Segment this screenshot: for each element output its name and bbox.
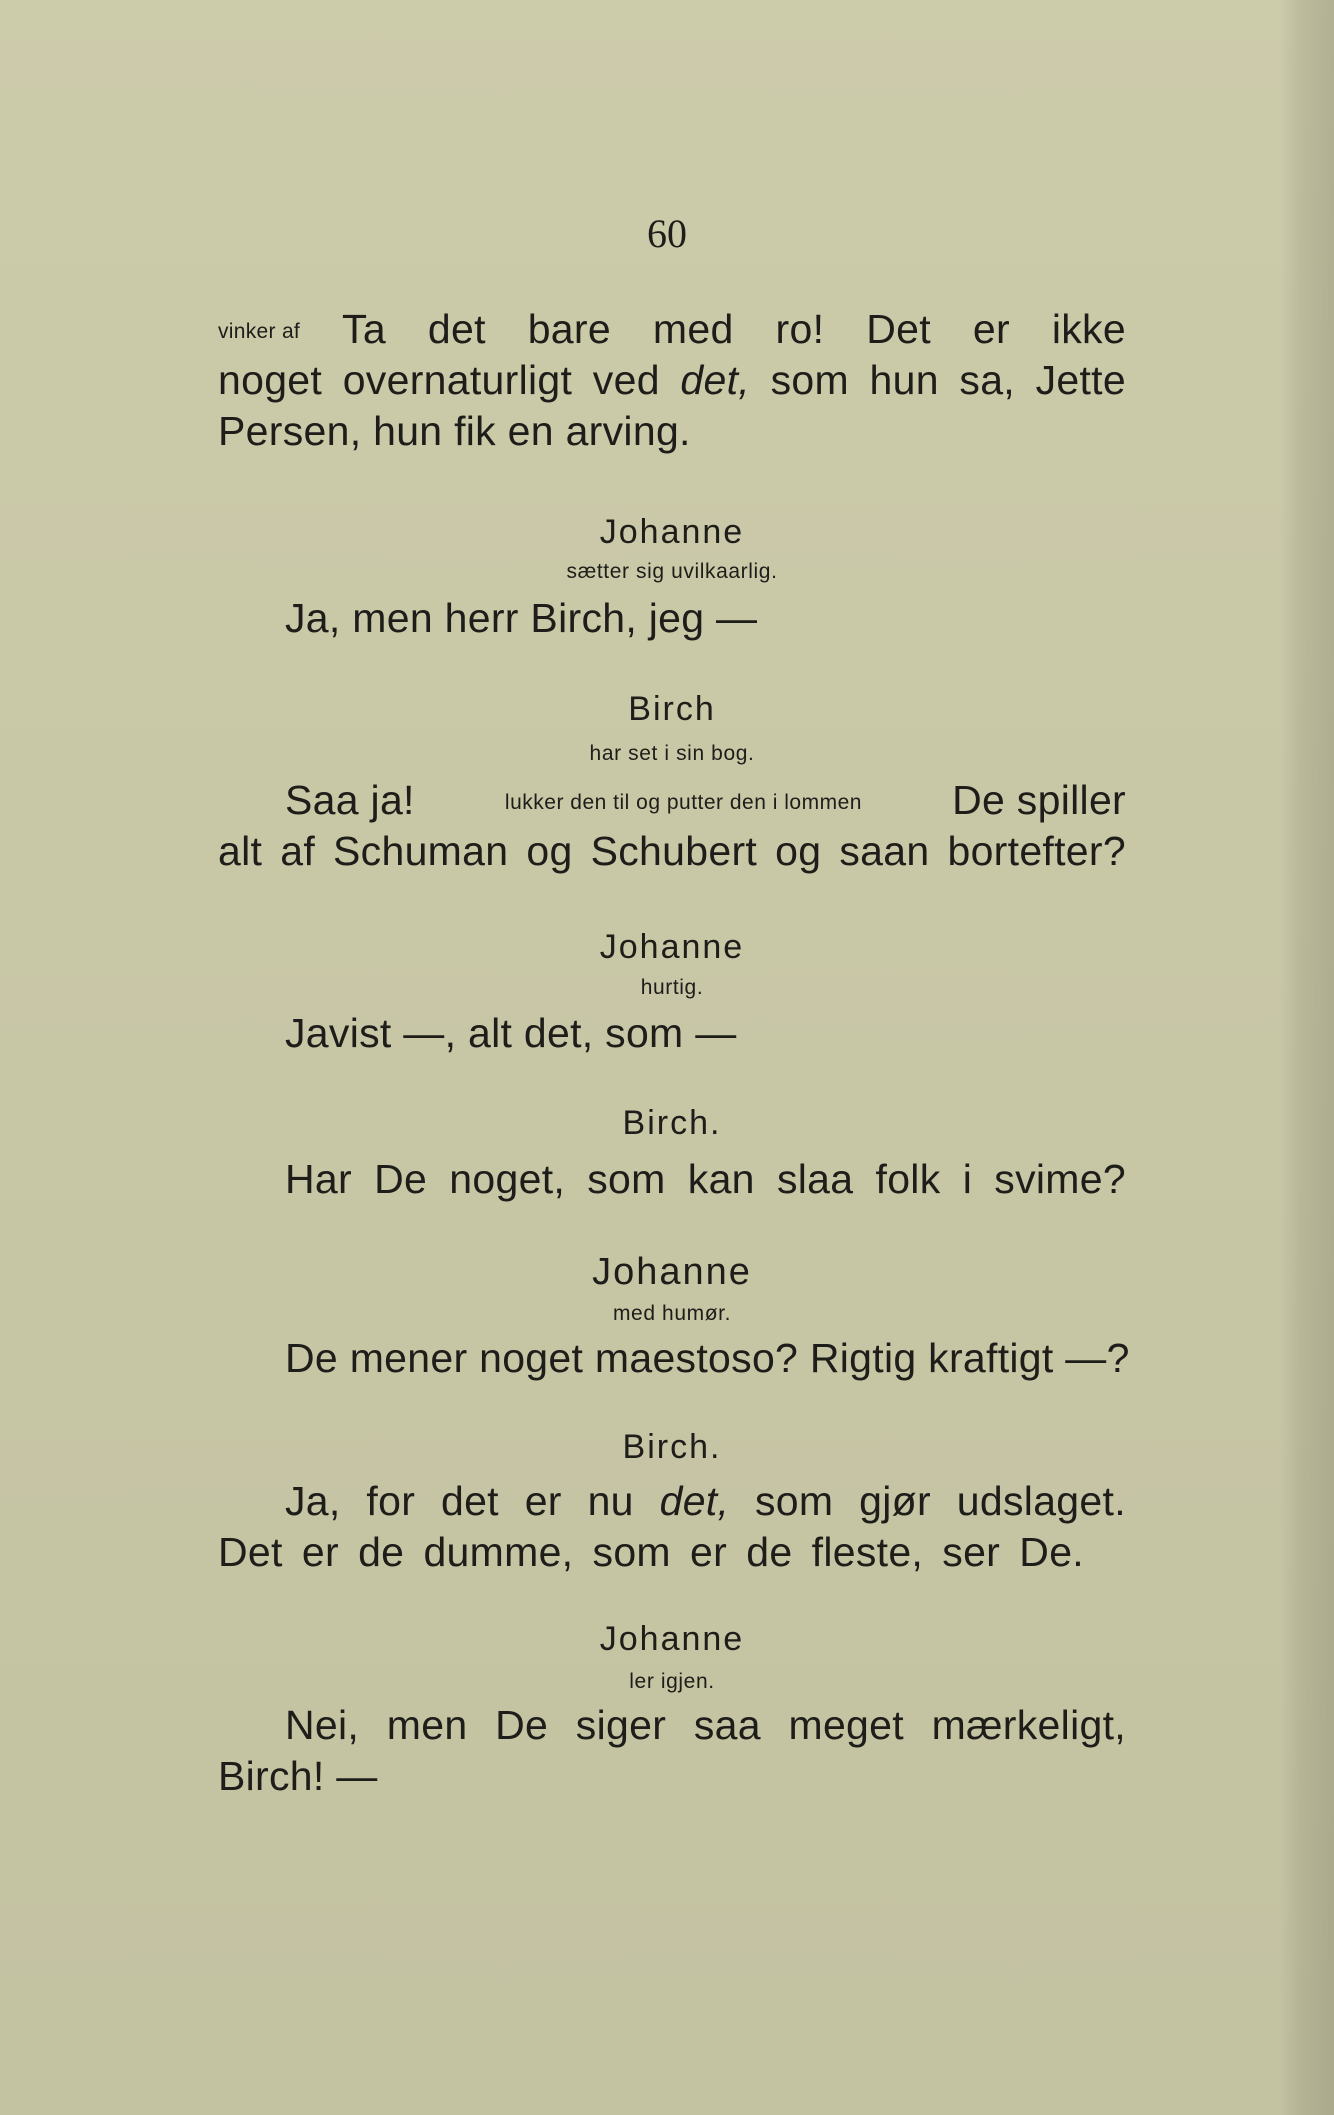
text-line <box>218 355 1126 406</box>
speaker-name: Johanne <box>599 1620 745 1658</box>
line-text: Persen, hun fik en arving. <box>218 408 691 454</box>
word: Har <box>285 1156 352 1202</box>
emphasized-word: det, <box>680 357 750 403</box>
speaker-name: Birch <box>628 690 716 728</box>
word: kan <box>687 1156 755 1202</box>
stage-direction: ler igjen. <box>629 1670 715 1693</box>
text-line: Birch! — <box>218 1753 378 1799</box>
dialogue-block-4 <box>218 1008 1126 1059</box>
word: og <box>526 828 573 874</box>
speaker-name: Johanne <box>599 928 745 966</box>
word: siger <box>575 1702 667 1748</box>
text-line <box>218 1700 1126 1751</box>
word: ro! <box>775 306 825 352</box>
dialogue-block-5 <box>218 1154 1126 1205</box>
word: saa <box>693 1702 761 1748</box>
word: gjør <box>859 1478 931 1524</box>
dialogue-block-1 <box>218 304 1126 457</box>
word: ser <box>942 1529 1001 1575</box>
dialogue-block-3 <box>218 775 1126 877</box>
word: meget <box>788 1702 904 1748</box>
word: De <box>495 1702 549 1748</box>
stage-direction: hurtig. <box>640 976 704 999</box>
word: sa, <box>959 357 1015 403</box>
text-line <box>218 1476 1126 1527</box>
text-line: Ja, men herr Birch, jeg — <box>285 595 758 641</box>
stage-direction: har set i sin bog. <box>589 742 755 765</box>
word: De spiller <box>952 777 1126 823</box>
text-line: De mener noget maestoso? Rigtig kraftigt —? <box>285 1335 1130 1381</box>
word: af <box>280 828 316 874</box>
speaker-name: Birch. <box>622 1428 722 1466</box>
text-line: Javist —, alt det, som — <box>285 1010 737 1056</box>
word: med <box>652 306 734 352</box>
word: Det <box>218 1529 283 1575</box>
text-line <box>218 775 1126 826</box>
word: bare <box>527 306 611 352</box>
word: som <box>587 1156 666 1202</box>
word: men <box>386 1702 468 1748</box>
dialogue-block-2 <box>218 593 1126 644</box>
dialogue-block-6 <box>218 1333 1130 1384</box>
dialogue-block-7 <box>218 1476 1126 1578</box>
word: Det <box>866 306 931 352</box>
word: og <box>775 828 822 874</box>
word: ved <box>592 357 660 403</box>
word: det <box>427 306 486 352</box>
emphasized-word: det, <box>659 1478 730 1524</box>
page-number: 60 <box>647 211 687 256</box>
word: som <box>755 1478 834 1524</box>
speaker-name: Birch. <box>622 1104 722 1142</box>
word: svime? <box>994 1156 1126 1202</box>
stage-direction: vinker af <box>218 320 301 343</box>
stage-direction: med humør. <box>612 1302 732 1325</box>
text-line <box>218 304 1126 355</box>
word: Saa ja! <box>285 777 415 823</box>
word: fleste, <box>811 1529 924 1575</box>
word: Ja, <box>285 1478 341 1524</box>
word: er <box>690 1529 728 1575</box>
stage-direction: sætter sig uvilkaarlig. <box>566 560 778 583</box>
speaker-name: Johanne <box>599 513 745 551</box>
word: er <box>972 306 1010 352</box>
word: de <box>358 1529 405 1575</box>
word: som <box>770 357 849 403</box>
word: bortefter? <box>947 828 1126 874</box>
speaker-name: Johanne <box>592 1251 752 1293</box>
word: Schubert <box>590 828 758 874</box>
word: som <box>592 1529 671 1575</box>
word: ikke <box>1051 306 1126 352</box>
word: mærkeligt, <box>931 1702 1126 1748</box>
text-line <box>218 826 1126 877</box>
word: De. <box>1019 1529 1084 1575</box>
word: noget, <box>449 1156 566 1202</box>
word: Jette <box>1035 357 1126 403</box>
word: alt <box>218 828 263 874</box>
word: er <box>524 1478 562 1524</box>
word: nu <box>587 1478 634 1524</box>
word: noget <box>218 357 323 403</box>
word: Schuman <box>333 828 509 874</box>
text-line <box>218 406 1126 457</box>
word: hun <box>869 357 939 403</box>
word: for <box>366 1478 416 1524</box>
text-line <box>218 1527 1084 1578</box>
word: Nei, <box>285 1702 360 1748</box>
word: udslaget. <box>956 1478 1126 1524</box>
word: det <box>440 1478 499 1524</box>
word: saan <box>839 828 930 874</box>
word: dumme, <box>423 1529 574 1575</box>
word: Ta <box>342 306 386 352</box>
word: De <box>374 1156 428 1202</box>
dialogue-block-8 <box>218 1700 1126 1802</box>
word: de <box>746 1529 793 1575</box>
word: slaa <box>776 1156 854 1202</box>
word: er <box>301 1529 339 1575</box>
text-line <box>218 1154 1126 1205</box>
word: folk <box>875 1156 941 1202</box>
word: i <box>962 1156 973 1202</box>
stage-direction: lukker den til og putter den i lommen <box>504 791 862 814</box>
word: overnaturligt <box>342 357 573 403</box>
